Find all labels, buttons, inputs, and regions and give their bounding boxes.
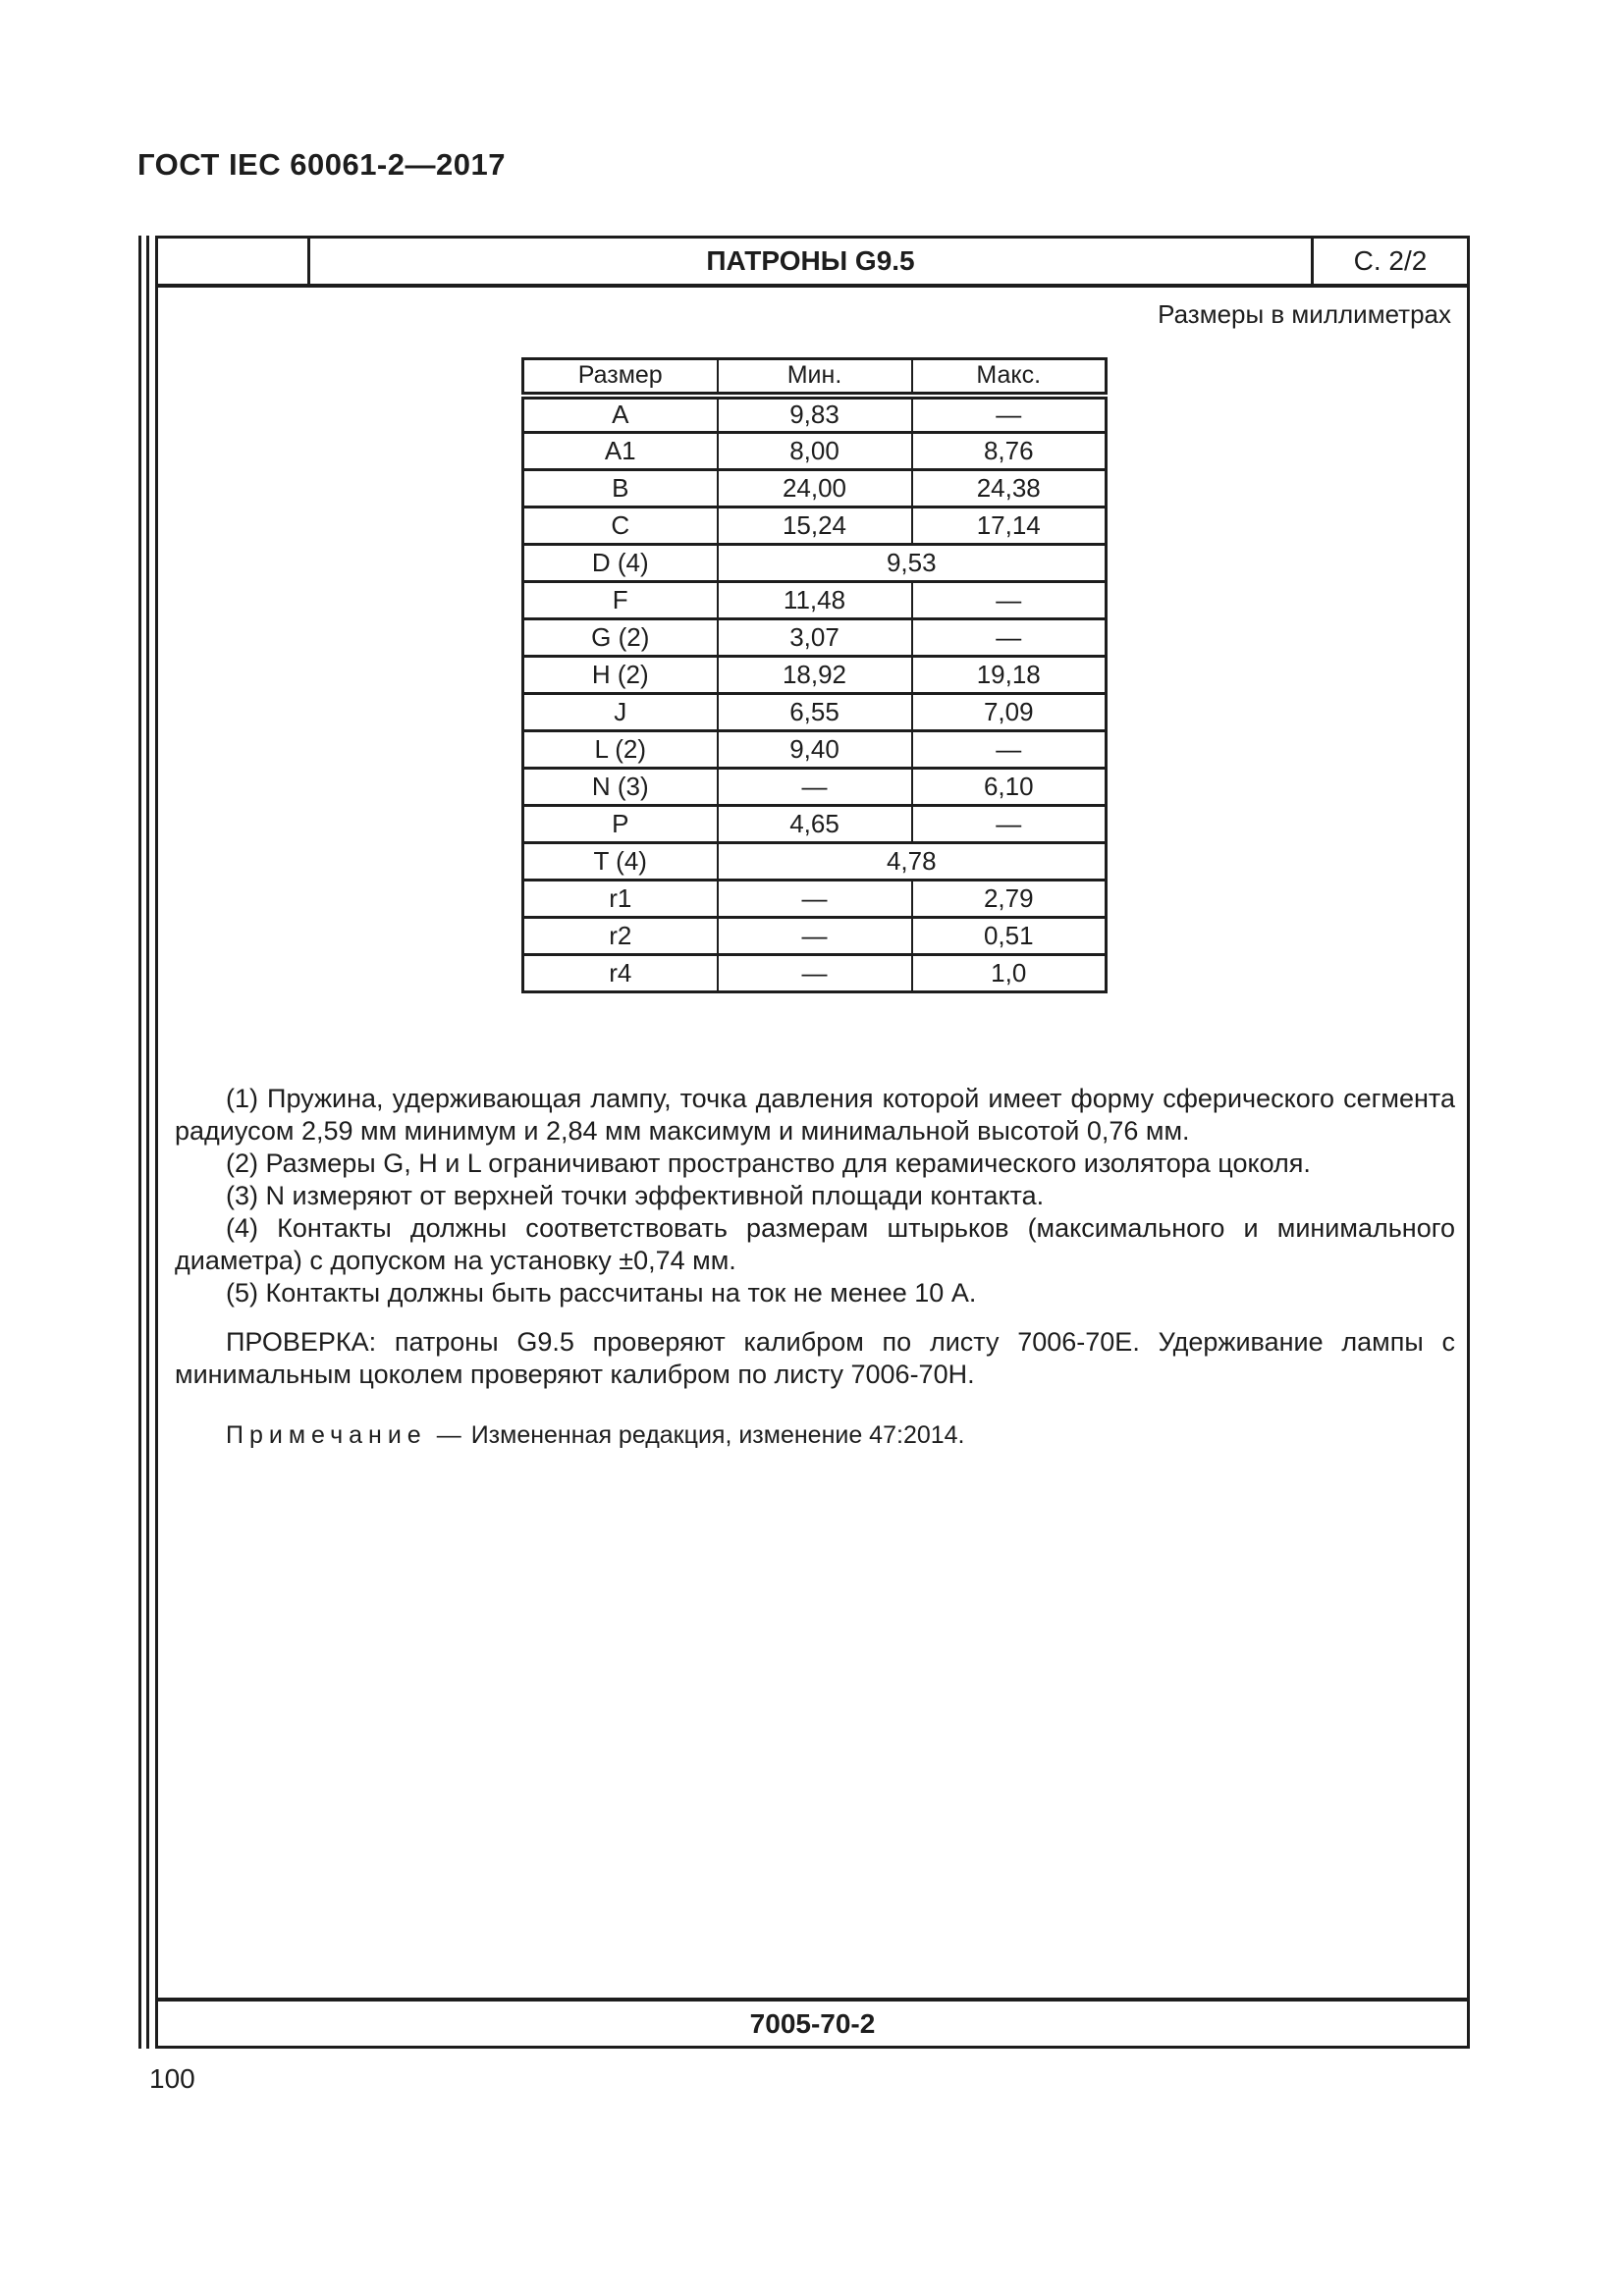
cell-min: 6,55 bbox=[718, 694, 912, 731]
dimensions-table-body bbox=[523, 396, 1107, 992]
remark-dash: — bbox=[436, 1421, 461, 1449]
cell-min: 8,00 bbox=[718, 433, 912, 470]
footnote: (5) Контакты должны быть рассчитаны на ток не менее 10 А. bbox=[226, 1278, 977, 1308]
remark-text: Измененная редакция, изменение 47:2014. bbox=[470, 1421, 965, 1449]
table-row bbox=[523, 582, 1107, 619]
cell-size: r1 bbox=[523, 881, 718, 918]
cell-size: T (4) bbox=[523, 843, 718, 881]
footnote: (3) N измеряют от верхней точки эффективной площади контакта. bbox=[226, 1181, 1045, 1210]
left-double-rule-inner bbox=[146, 236, 149, 2049]
cell-min: 11,48 bbox=[718, 582, 912, 619]
sheet-number: 7005-70-2 bbox=[158, 1998, 1467, 2046]
cell-max: — bbox=[912, 619, 1107, 657]
table-row bbox=[523, 843, 1107, 881]
cell-max: 2,79 bbox=[912, 881, 1107, 918]
cell-size: F bbox=[523, 582, 718, 619]
cell-max: 17,14 bbox=[912, 507, 1107, 545]
cell-max: 0,51 bbox=[912, 918, 1107, 955]
cell-max: — bbox=[912, 731, 1107, 769]
cell-size: A1 bbox=[523, 433, 718, 470]
cell-max: 1,0 bbox=[912, 955, 1107, 992]
left-double-rule-outer bbox=[138, 236, 141, 2049]
cell-min: 18,92 bbox=[718, 657, 912, 694]
cell-size: r2 bbox=[523, 918, 718, 955]
cell-min: — bbox=[718, 918, 912, 955]
sheet-header-empty-cell bbox=[158, 239, 310, 284]
cell-max: — bbox=[912, 396, 1107, 433]
dimensions-table bbox=[521, 357, 1108, 993]
table-row bbox=[523, 694, 1107, 731]
cell-size: H (2) bbox=[523, 657, 718, 694]
table-row bbox=[523, 470, 1107, 507]
cell-min: — bbox=[718, 955, 912, 992]
cell-min: 3,07 bbox=[718, 619, 912, 657]
dimensions-table-head bbox=[523, 359, 1107, 396]
cell-size: B bbox=[523, 470, 718, 507]
table-row bbox=[523, 507, 1107, 545]
table-row bbox=[523, 657, 1107, 694]
cell-max: 7,09 bbox=[912, 694, 1107, 731]
cell-min: 4,65 bbox=[718, 806, 912, 843]
footnotes bbox=[175, 1083, 1455, 1309]
remark-paragraph bbox=[175, 1419, 1455, 1452]
cell-size: L (2) bbox=[523, 731, 718, 769]
standard-designation: ГОСТ IEC 60061-2—2017 bbox=[137, 147, 506, 182]
cell-max: 19,18 bbox=[912, 657, 1107, 694]
cell-size: r4 bbox=[523, 955, 718, 992]
cell-size: J bbox=[523, 694, 718, 731]
table-row bbox=[523, 806, 1107, 843]
data-sheet-frame bbox=[155, 236, 1470, 2049]
table-header-row bbox=[523, 359, 1107, 396]
column-header-min: Мин. bbox=[718, 359, 912, 396]
cell-max: 24,38 bbox=[912, 470, 1107, 507]
cell-min: — bbox=[718, 769, 912, 806]
cell-span-value: 4,78 bbox=[718, 843, 1107, 881]
table-row bbox=[523, 955, 1107, 992]
table-row bbox=[523, 731, 1107, 769]
cell-min: 9,83 bbox=[718, 396, 912, 433]
sheet-header-row bbox=[158, 239, 1467, 288]
table-row bbox=[523, 396, 1107, 433]
sheet-title: ПАТРОНЫ G9.5 bbox=[310, 239, 1314, 284]
remark-label: Примечание bbox=[226, 1421, 427, 1449]
cell-max: 8,76 bbox=[912, 433, 1107, 470]
check-paragraph: ПРОВЕРКА: патроны G9.5 проверяют калибром по листу 7006-70Е. Удерживание лампы с минимальным цоколем проверяют калибром по листу 7006-70Н. bbox=[175, 1327, 1455, 1389]
cell-size: G (2) bbox=[523, 619, 718, 657]
table-row bbox=[523, 769, 1107, 806]
cell-max: — bbox=[912, 806, 1107, 843]
cell-min: 15,24 bbox=[718, 507, 912, 545]
cell-size: P bbox=[523, 806, 718, 843]
cell-size: A bbox=[523, 396, 718, 433]
cell-size: N (3) bbox=[523, 769, 718, 806]
cell-size: D (4) bbox=[523, 545, 718, 582]
table-row bbox=[523, 918, 1107, 955]
cell-size: C bbox=[523, 507, 718, 545]
cell-min: 24,00 bbox=[718, 470, 912, 507]
table-row bbox=[523, 545, 1107, 582]
table-row bbox=[523, 619, 1107, 657]
cell-span-value: 9,53 bbox=[718, 545, 1107, 582]
column-header-size: Размер bbox=[523, 359, 718, 396]
cell-max: — bbox=[912, 582, 1107, 619]
footnote: (1) Пружина, удерживающая лампу, точка давления которой имеет форму сферического сегмента радиусом 2,59 мм минимум и 2,84 мм максимум и минимальной высотой 0,76 мм. bbox=[175, 1084, 1455, 1146]
notes-block bbox=[175, 1083, 1455, 1452]
cell-min: 9,40 bbox=[718, 731, 912, 769]
cell-max: 6,10 bbox=[912, 769, 1107, 806]
page-number: 100 bbox=[149, 2063, 195, 2094]
sheet-page-indicator: С. 2/2 bbox=[1353, 245, 1428, 276]
table-row bbox=[523, 881, 1107, 918]
footnote: (4) Контакты должны соответствовать размерам штырьков (максимального и минимального диаметра) с допуском на установку ±0,74 мм. bbox=[175, 1213, 1455, 1275]
cell-min: — bbox=[718, 881, 912, 918]
column-header-max: Макс. bbox=[912, 359, 1107, 396]
units-note: Размеры в миллиметрах bbox=[1158, 299, 1451, 329]
footnote: (2) Размеры G, H и L ограничивают пространство для керамического изолятора цоколя. bbox=[226, 1148, 1311, 1178]
table-row bbox=[523, 433, 1107, 470]
